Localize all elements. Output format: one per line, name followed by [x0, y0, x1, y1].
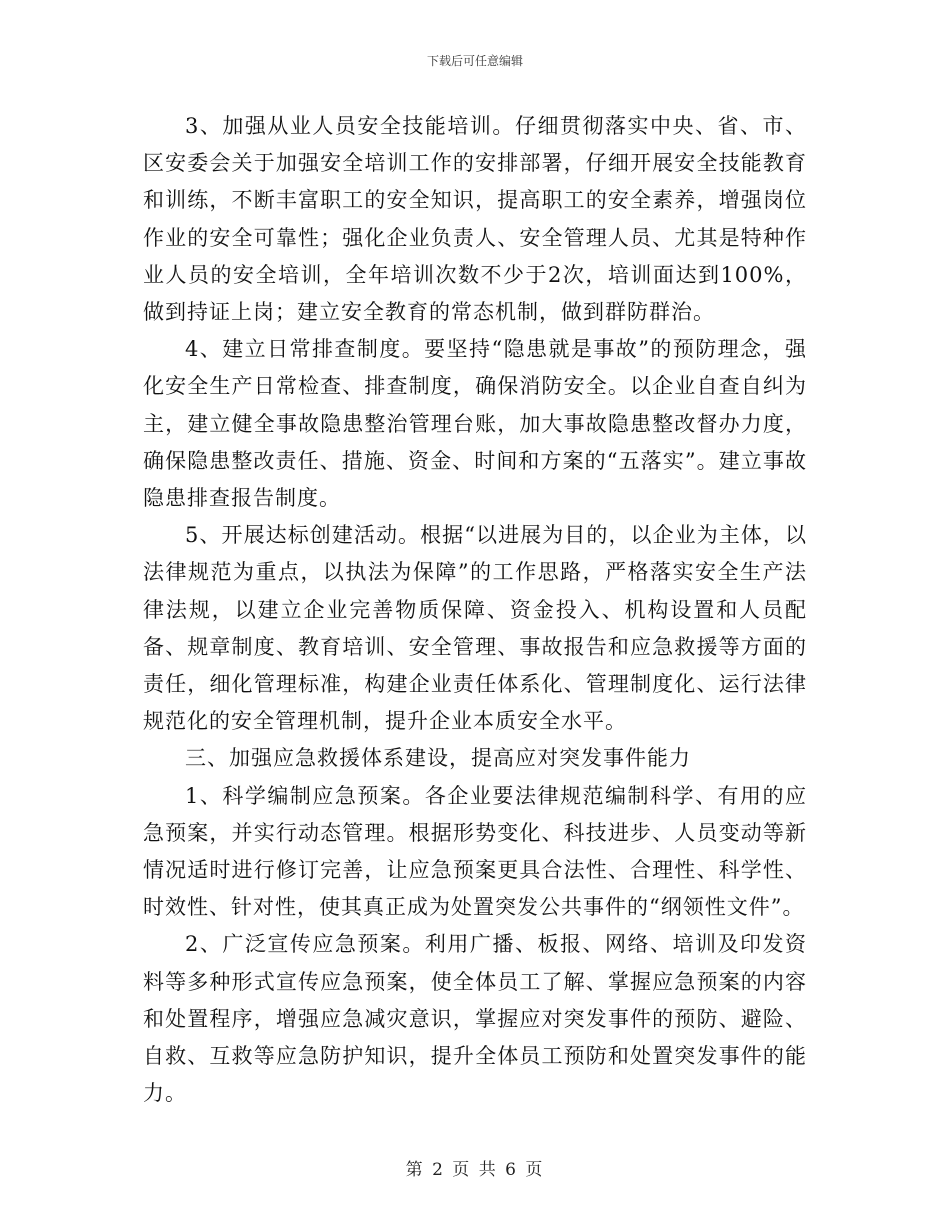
paragraph-4-daily-inspection: 4、建立日常排查制度。要坚持“隐患就是事故”的预防理念，强化安全生产日常检查、排查制度，确保消防安全。以企业自查自纠为主，建立健全事故隐患整治管理台账，加大事故隐患整改督办力度，确保隐患整改责任、措施、资金、时间和方案的“五落实”。建立事故隐患排查报告制度。	[143, 337, 807, 511]
paragraph-2-plan-promotion: 2、广泛宣传应急预案。利用广播、板报、网络、培训及印发资料等多种形式宣传应急预案，使全体员工了解、掌握应急预案的内容和处置程序，增强应急减灾意识，掌握应对突发事件的预防、避险、自救、互救等应急防护知识，提升全体员工预防和处置突发事件的能力。	[143, 932, 807, 1106]
section-heading-emergency: 三、加强应急救援体系建设，提高应对突发事件能力	[185, 746, 691, 771]
page-number: 第 2 页 共 6 页	[405, 1160, 545, 1180]
paragraph-3-safety-training: 3、加强从业人员安全技能培训。仔细贯彻落实中央、省、市、区安委会关于加强安全培训工作的安排部署，仔细开展安全技能教育和训练，不断丰富职工的安全知识，提高职工的安全素养，增强岗位作业的安全可靠性；强化企业负责人、安全管理人员、尤其是特种作业人员的安全培训，全年培训次数不少于2次，培训面达到100%，做到持证上岗；建立安全教育的常态机制，做到群防群治。	[143, 114, 807, 325]
paragraph-5-compliance-activity: 5、开展达标创建活动。根据“以进展为目的，以企业为主体，以法律规范为重点，以执法为保障”的工作思路，严格落实安全生产法律法规，以建立企业完善物质保障、资金投入、机构设置和人员配备、规章制度、教育培训、安全管理、事故报告和应急救援等方面的责任，细化管理标准，构建企业责任体系化、管理制度化、运行法律规范化的安全管理机制，提升企业本质安全水平。	[143, 523, 807, 734]
paragraph-1-emergency-plan: 1、科学编制应急预案。各企业要法律规范编制科学、有用的应急预案，并实行动态管理。根据形势变化、科技进步、人员变动等新情况适时进行修订完善，让应急预案更具合法性、合理性、科学性、时效性、针对性，使其真正成为处置突发公共事件的“纲领性文件”。	[143, 783, 807, 920]
document-body	[143, 108, 807, 1112]
page-header: 下载后可任意编辑	[426, 54, 523, 68]
